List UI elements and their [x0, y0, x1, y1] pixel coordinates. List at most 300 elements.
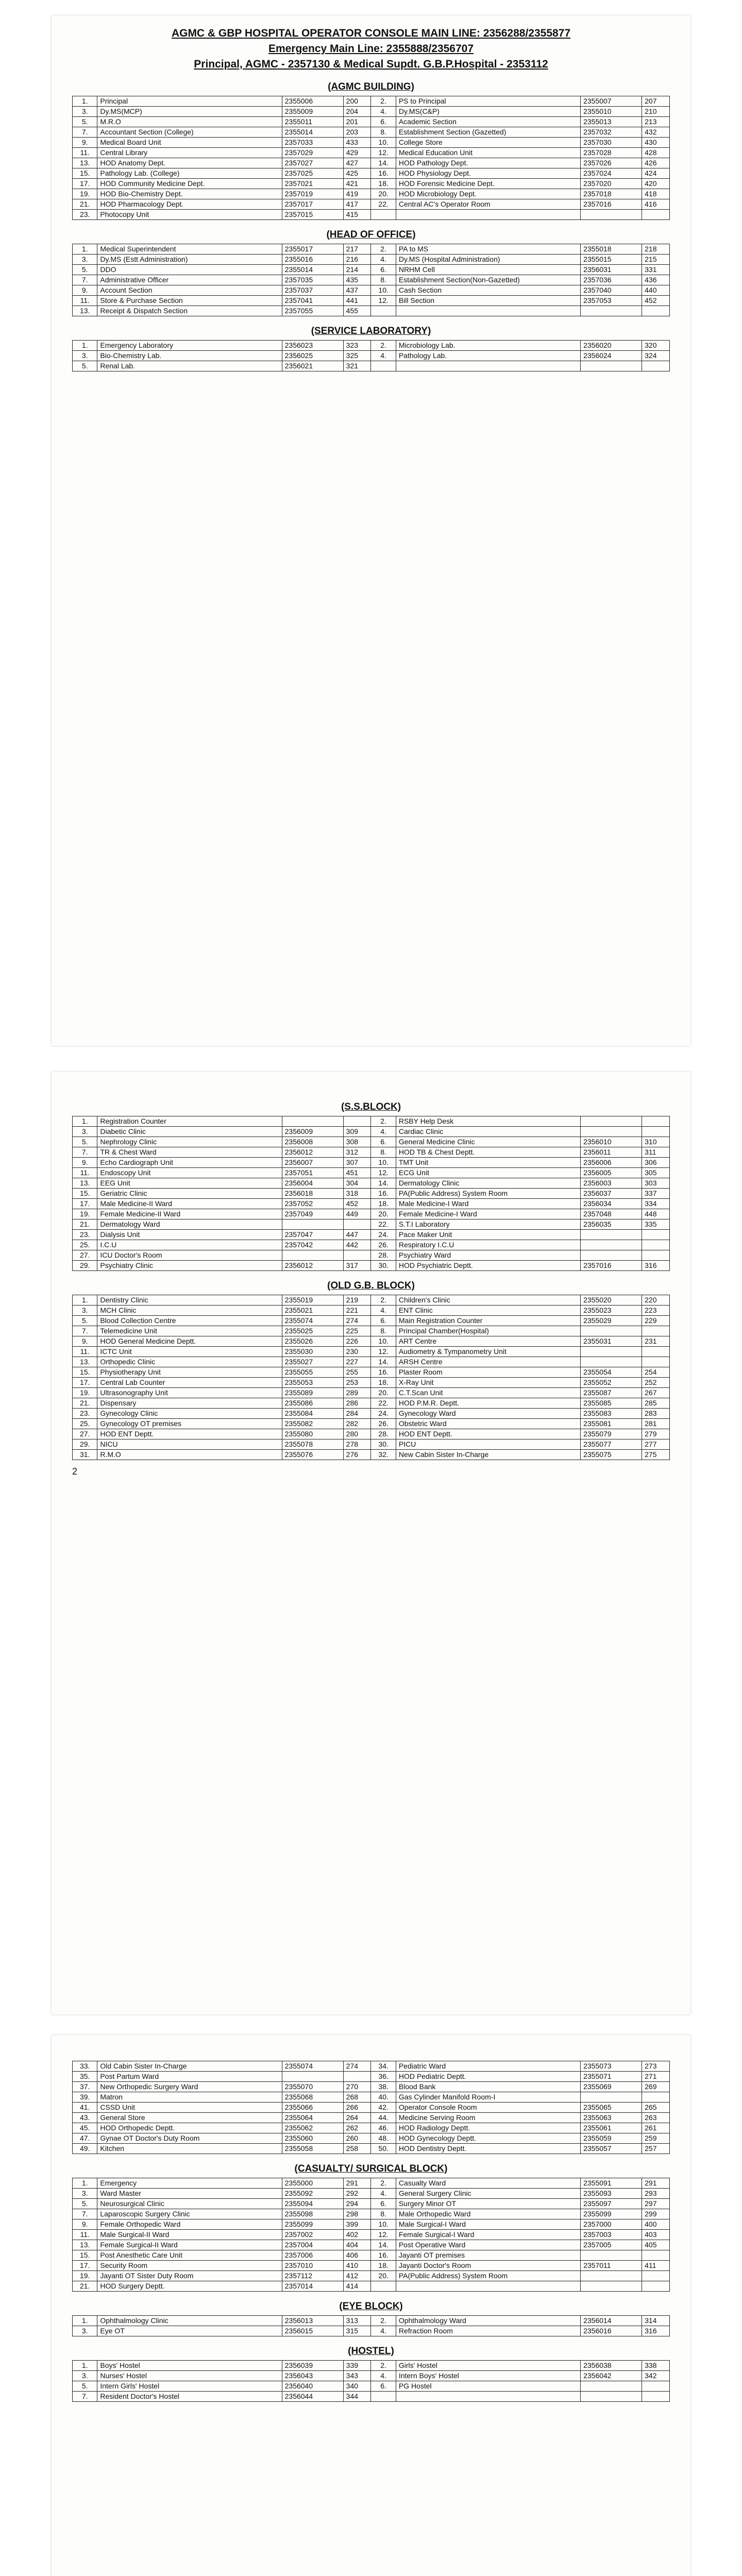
- directory-table: [72, 2360, 670, 2402]
- phone-number: 2355091: [581, 2178, 642, 2189]
- extension: 448: [642, 1209, 670, 1219]
- extension: 452: [343, 1199, 371, 1209]
- department-name: Main Registration Counter: [396, 1316, 580, 1326]
- extension: [642, 1116, 670, 1127]
- section-title: (HOSTEL): [348, 2346, 394, 2357]
- serial-number: 2.: [371, 2361, 396, 2371]
- serial-number: 5.: [73, 265, 97, 275]
- department-name: Dy.MS (Hospital Administration): [396, 255, 580, 265]
- directory-table: [72, 1295, 670, 1460]
- extension: 218: [642, 244, 670, 255]
- department-name: TR & Chest Ward: [97, 1147, 282, 1158]
- department-name: Emergency: [97, 2178, 282, 2189]
- serial-number: 4.: [371, 1306, 396, 1316]
- phone-number: 2355074: [282, 2061, 343, 2072]
- phone-number: 2355020: [581, 1295, 642, 1306]
- phone-number: [581, 361, 642, 371]
- phone-number: 2355015: [581, 255, 642, 265]
- phone-number: 2355016: [282, 255, 343, 265]
- phone-number: 2357024: [581, 168, 642, 179]
- table-row: [73, 117, 670, 127]
- extension: [642, 1357, 670, 1367]
- phone-number: 2357016: [581, 199, 642, 210]
- extension: 282: [343, 1419, 371, 1429]
- department-name: Ophthalmology Clinic: [97, 2316, 282, 2326]
- phone-number: 2357037: [282, 285, 343, 296]
- phone-number: 2355054: [581, 1367, 642, 1378]
- department-name: Post Operative Ward: [396, 2240, 580, 2250]
- serial-number: 26.: [371, 1419, 396, 1429]
- phone-number: 2356016: [581, 2326, 642, 2336]
- extension: [642, 2281, 670, 2292]
- extension: 270: [343, 2082, 371, 2092]
- serial-number: 47.: [73, 2133, 97, 2144]
- serial-number: 7.: [73, 275, 97, 285]
- table-row: [73, 1419, 670, 1429]
- table-row: [73, 2361, 670, 2371]
- extension: 262: [343, 2123, 371, 2133]
- extension: 289: [343, 1388, 371, 1398]
- serial-number: 45.: [73, 2123, 97, 2133]
- extension: 284: [343, 1409, 371, 1419]
- phone-number: 2355006: [282, 96, 343, 107]
- serial-number: 10.: [371, 1336, 396, 1347]
- phone-number: 2356025: [282, 351, 343, 361]
- serial-number: 23.: [73, 1230, 97, 1240]
- table-row: [73, 138, 670, 148]
- serial-number: 9.: [73, 2219, 97, 2230]
- table-row: [73, 179, 670, 189]
- table-row: [73, 189, 670, 199]
- extension: 280: [343, 1429, 371, 1439]
- table-row: [73, 1261, 670, 1271]
- department-name: Central Lab Counter: [97, 1378, 282, 1388]
- serial-number: 3.: [73, 351, 97, 361]
- department-name: Medical Superintendent: [97, 244, 282, 255]
- extension: [642, 1326, 670, 1336]
- extension: 285: [642, 1398, 670, 1409]
- phone-number: [581, 1127, 642, 1137]
- extension: [343, 1250, 371, 1261]
- phone-number: [581, 306, 642, 316]
- serial-number: 27.: [73, 1429, 97, 1439]
- serial-number: 9.: [73, 1336, 97, 1347]
- phone-number: 2355099: [581, 2209, 642, 2219]
- extension: 325: [343, 351, 371, 361]
- table-row: [73, 1295, 670, 1306]
- phone-number: 2356007: [282, 1158, 343, 1168]
- table-row: [73, 2261, 670, 2271]
- table-row: [73, 199, 670, 210]
- department-name: EEG Unit: [97, 1178, 282, 1189]
- phone-number: 2355084: [282, 1409, 343, 1419]
- extension: 213: [642, 117, 670, 127]
- extension: 425: [343, 168, 371, 179]
- serial-number: 48.: [371, 2133, 396, 2144]
- extension: [642, 2092, 670, 2103]
- extension: 309: [343, 1127, 371, 1137]
- department-name: Security Room: [97, 2261, 282, 2271]
- department-name: Eye OT: [97, 2326, 282, 2336]
- extension: 303: [642, 1178, 670, 1189]
- phone-number: 2356042: [581, 2371, 642, 2381]
- serial-number: 40.: [371, 2092, 396, 2103]
- extension: 219: [343, 1295, 371, 1306]
- serial-number: 23.: [73, 210, 97, 220]
- serial-number: 6.: [371, 265, 396, 275]
- serial-number: 12.: [371, 1168, 396, 1178]
- extension: 340: [343, 2381, 371, 2392]
- department-name: PG Hostel: [396, 2381, 580, 2392]
- phone-number: 2356037: [581, 1189, 642, 1199]
- serial-number: 25.: [73, 1240, 97, 1250]
- serial-number: 4.: [371, 1127, 396, 1137]
- extension: 304: [343, 1178, 371, 1189]
- phone-number: 2355080: [282, 1429, 343, 1439]
- phone-number: 2357036: [581, 275, 642, 285]
- serial-number: 10.: [371, 1158, 396, 1168]
- department-name: HOD ENT Deptt.: [396, 1429, 580, 1439]
- serial-number: 4.: [371, 255, 396, 265]
- extension: 217: [343, 244, 371, 255]
- phone-number: 2356010: [581, 1137, 642, 1147]
- table-row: [73, 1230, 670, 1240]
- serial-number: 11.: [73, 2230, 97, 2240]
- department-name: HOD Microbiology Dept.: [396, 189, 580, 199]
- serial-number: 2.: [371, 341, 396, 351]
- phone-number: 2356021: [282, 361, 343, 371]
- department-name: Cardiac Clinic: [396, 1127, 580, 1137]
- extension: 255: [343, 1367, 371, 1378]
- page-2-sections: [72, 1101, 670, 1460]
- department-name: Plaster Room: [396, 1367, 580, 1378]
- serial-number: 18.: [371, 1378, 396, 1388]
- phone-number: [581, 1230, 642, 1240]
- department-name: Dialysis Unit: [97, 1230, 282, 1240]
- extension: 316: [642, 1261, 670, 1271]
- serial-number: [371, 2281, 396, 2292]
- serial-number: 22.: [371, 1398, 396, 1409]
- department-name: Cash Section: [396, 285, 580, 296]
- phone-number: 2355099: [282, 2219, 343, 2230]
- phone-number: [581, 2381, 642, 2392]
- serial-number: 11.: [73, 148, 97, 158]
- department-name: S.T.I Laboratory: [396, 1219, 580, 1230]
- serial-number: 19.: [73, 2271, 97, 2281]
- table-row: [73, 2133, 670, 2144]
- serial-number: 3.: [73, 2189, 97, 2199]
- department-name: Academic Section: [396, 117, 580, 127]
- department-name: Endoscopy Unit: [97, 1168, 282, 1178]
- department-name: Store & Purchase Section: [97, 296, 282, 306]
- extension: [642, 1230, 670, 1240]
- extension: 204: [343, 107, 371, 117]
- department-name: Photocopy Unit: [97, 210, 282, 220]
- header-main-line: AGMC & GBP HOSPITAL OPERATOR CONSOLE MAIN LINE: 2356288/2355877: [171, 27, 571, 39]
- department-name: NICU: [97, 1439, 282, 1450]
- serial-number: 15.: [73, 1189, 97, 1199]
- serial-number: 41.: [73, 2103, 97, 2113]
- phone-number: 2356003: [581, 1178, 642, 1189]
- serial-number: 13.: [73, 158, 97, 168]
- extension: [642, 1127, 670, 1137]
- department-name: Ward Master: [97, 2189, 282, 2199]
- department-name: Gynecology OT premises: [97, 1419, 282, 1429]
- department-name: Post Anesthetic Care Unit: [97, 2250, 282, 2261]
- table-row: [73, 265, 670, 275]
- phone-number: 2355007: [581, 96, 642, 107]
- extension: 252: [642, 1378, 670, 1388]
- department-name: Post Partum Ward: [97, 2072, 282, 2082]
- table-row: [73, 158, 670, 168]
- phone-number: [581, 2250, 642, 2261]
- department-name: PA to MS: [396, 244, 580, 255]
- extension: 429: [343, 148, 371, 158]
- extension: 435: [343, 275, 371, 285]
- serial-number: 1.: [73, 96, 97, 107]
- serial-number: 14.: [371, 1357, 396, 1367]
- serial-number: 3.: [73, 1127, 97, 1137]
- serial-number: 15.: [73, 2250, 97, 2261]
- serial-number: 12.: [371, 1347, 396, 1357]
- extension: 452: [642, 296, 670, 306]
- serial-number: 34.: [371, 2061, 396, 2072]
- extension: 427: [343, 158, 371, 168]
- extension: 421: [343, 179, 371, 189]
- serial-number: 18.: [371, 2261, 396, 2271]
- table-row: [73, 127, 670, 138]
- table-row: [73, 2381, 670, 2392]
- serial-number: 8.: [371, 2209, 396, 2219]
- phone-number: 2355013: [581, 117, 642, 127]
- phone-number: 2357041: [282, 296, 343, 306]
- phone-number: 2356006: [581, 1158, 642, 1168]
- extension: 220: [642, 1295, 670, 1306]
- extension: 283: [642, 1409, 670, 1419]
- serial-number: 12.: [371, 2230, 396, 2240]
- serial-number: 8.: [371, 275, 396, 285]
- department-name: Medicine Serving Room: [396, 2113, 580, 2123]
- serial-number: 23.: [73, 1409, 97, 1419]
- phone-number: 2357005: [581, 2240, 642, 2250]
- phone-number: 2357025: [282, 168, 343, 179]
- department-name: Audiometry & Tympanometry Unit: [396, 1347, 580, 1357]
- table-row: [73, 1116, 670, 1127]
- serial-number: [371, 306, 396, 316]
- department-name: ARSH Centre: [396, 1357, 580, 1367]
- table-row: [73, 1209, 670, 1219]
- table-row: [73, 1347, 670, 1357]
- extension: 226: [343, 1336, 371, 1347]
- extension: 406: [343, 2250, 371, 2261]
- serial-number: 6.: [371, 117, 396, 127]
- extension: 274: [343, 2061, 371, 2072]
- department-name: Account Section: [97, 285, 282, 296]
- department-name: Emergency Laboratory: [97, 341, 282, 351]
- phone-number: 2357026: [581, 158, 642, 168]
- department-name: [396, 2392, 580, 2402]
- extension: 426: [642, 158, 670, 168]
- extension: 291: [343, 2178, 371, 2189]
- extension: 314: [642, 2316, 670, 2326]
- extension: 338: [642, 2361, 670, 2371]
- table-row: [73, 2072, 670, 2082]
- department-name: Ophthalmology Ward: [396, 2316, 580, 2326]
- serial-number: 37.: [73, 2082, 97, 2092]
- serial-number: 2.: [371, 96, 396, 107]
- extension: 323: [343, 341, 371, 351]
- extension: [642, 1250, 670, 1261]
- phone-number: 2356008: [282, 1137, 343, 1147]
- serial-number: 16.: [371, 168, 396, 179]
- department-name: Gynecology Clinic: [97, 1409, 282, 1419]
- extension: 258: [343, 2144, 371, 2154]
- department-name: Male Medicine-II Ward: [97, 1199, 282, 1209]
- extension: 339: [343, 2361, 371, 2371]
- extension: [642, 2250, 670, 2261]
- phone-number: [581, 210, 642, 220]
- phone-number: 2357028: [581, 148, 642, 158]
- serial-number: 3.: [73, 1306, 97, 1316]
- department-name: HOD Physiology Dept.: [396, 168, 580, 179]
- phone-number: [282, 1219, 343, 1230]
- extension: [642, 2392, 670, 2402]
- extension: [343, 2072, 371, 2082]
- phone-number: 2357016: [581, 1261, 642, 1271]
- extension: 310: [642, 1137, 670, 1147]
- serial-number: 6.: [371, 2199, 396, 2209]
- extension: 441: [343, 296, 371, 306]
- department-name: Nurses' Hostel: [97, 2371, 282, 2381]
- phone-number: 2357027: [282, 158, 343, 168]
- department-name: Gas Cylinder Manifold Room-I: [396, 2092, 580, 2103]
- serial-number: 5.: [73, 2381, 97, 2392]
- phone-number: [581, 1347, 642, 1357]
- extension: 419: [343, 189, 371, 199]
- table-row: [73, 2392, 670, 2402]
- department-name: Orthopedic Clinic: [97, 1357, 282, 1367]
- serial-number: 35.: [73, 2072, 97, 2082]
- table-row: [73, 306, 670, 316]
- phone-number: 2355093: [581, 2189, 642, 2199]
- extension: 342: [642, 2371, 670, 2381]
- serial-number: 3.: [73, 255, 97, 265]
- phone-number: 2355094: [282, 2199, 343, 2209]
- table-row: [73, 2219, 670, 2230]
- serial-number: 10.: [371, 285, 396, 296]
- table-row: [73, 2250, 670, 2261]
- extension: 307: [343, 1158, 371, 1168]
- serial-number: 19.: [73, 1388, 97, 1398]
- department-name: PA(Public Address) System Room: [396, 1189, 580, 1199]
- extension: 261: [642, 2123, 670, 2133]
- extension: 410: [343, 2261, 371, 2271]
- serial-number: 9.: [73, 138, 97, 148]
- extension: [642, 361, 670, 371]
- serial-number: 1.: [73, 341, 97, 351]
- phone-number: 2355027: [282, 1357, 343, 1367]
- phone-number: [581, 1240, 642, 1250]
- phone-number: 2355079: [581, 1429, 642, 1439]
- department-name: Medical Education Unit: [396, 148, 580, 158]
- department-name: PS to Principal: [396, 96, 580, 107]
- extension: 313: [343, 2316, 371, 2326]
- extension: 331: [642, 265, 670, 275]
- department-name: HOD Psychiatric Deptt.: [396, 1261, 580, 1271]
- serial-number: 20.: [371, 1388, 396, 1398]
- department-name: ART Centre: [396, 1336, 580, 1347]
- serial-number: 10.: [371, 2219, 396, 2230]
- phone-number: 2355087: [581, 1388, 642, 1398]
- phone-number: 2356011: [581, 1147, 642, 1158]
- department-name: Echo Cardiograph Unit: [97, 1158, 282, 1168]
- section-title: (HEAD OF OFFICE): [326, 229, 416, 240]
- phone-number: 2355063: [581, 2113, 642, 2123]
- table-row: [73, 2326, 670, 2336]
- department-name: PICU: [396, 1439, 580, 1450]
- extension: 265: [642, 2103, 670, 2113]
- phone-number: 2355069: [581, 2082, 642, 2092]
- serial-number: 4.: [371, 107, 396, 117]
- table-row: [73, 2316, 670, 2326]
- phone-number: 2357017: [282, 199, 343, 210]
- phone-number: 2356038: [581, 2361, 642, 2371]
- phone-number: 2355057: [581, 2144, 642, 2154]
- phone-number: 2357055: [282, 306, 343, 316]
- serial-number: 17.: [73, 2261, 97, 2271]
- serial-number: 17.: [73, 1199, 97, 1209]
- section-title: (S.S.BLOCK): [341, 1101, 401, 1112]
- phone-number: 2355018: [581, 244, 642, 255]
- extension: 203: [343, 127, 371, 138]
- serial-number: 8.: [371, 1147, 396, 1158]
- phone-number: 2355070: [282, 2082, 343, 2092]
- phone-number: 2357053: [581, 296, 642, 306]
- phone-number: 2355083: [581, 1409, 642, 1419]
- table-row: [73, 255, 670, 265]
- department-name: Physiotherapy Unit: [97, 1367, 282, 1378]
- table-row: [73, 2178, 670, 2189]
- department-name: Kitchen: [97, 2144, 282, 2154]
- phone-number: 2357018: [581, 189, 642, 199]
- phone-number: 2355030: [282, 1347, 343, 1357]
- serial-number: 3.: [73, 107, 97, 117]
- directory-table: [72, 1116, 670, 1271]
- department-name: Dispensary: [97, 1398, 282, 1409]
- extension: 343: [343, 2371, 371, 2381]
- extension: 275: [642, 1450, 670, 1460]
- page-3: [52, 2035, 690, 2576]
- extension: 430: [642, 138, 670, 148]
- department-name: Ultrasonography Unit: [97, 1388, 282, 1398]
- department-name: Diabetic Clinic: [97, 1127, 282, 1137]
- extension: 292: [343, 2189, 371, 2199]
- phone-number: 2357040: [581, 285, 642, 296]
- phone-number: 2355011: [282, 117, 343, 127]
- phone-number: 2355009: [282, 107, 343, 117]
- department-name: Dentistry Clinic: [97, 1295, 282, 1306]
- serial-number: 25.: [73, 1419, 97, 1429]
- phone-number: 2357020: [581, 179, 642, 189]
- extension: 418: [642, 189, 670, 199]
- phone-number: 2357004: [282, 2240, 343, 2250]
- phone-number: 2355081: [581, 1419, 642, 1429]
- directory-table: [72, 340, 670, 371]
- extension: 344: [343, 2392, 371, 2402]
- department-name: Central Library: [97, 148, 282, 158]
- extension: 298: [343, 2209, 371, 2219]
- extension: 221: [343, 1306, 371, 1316]
